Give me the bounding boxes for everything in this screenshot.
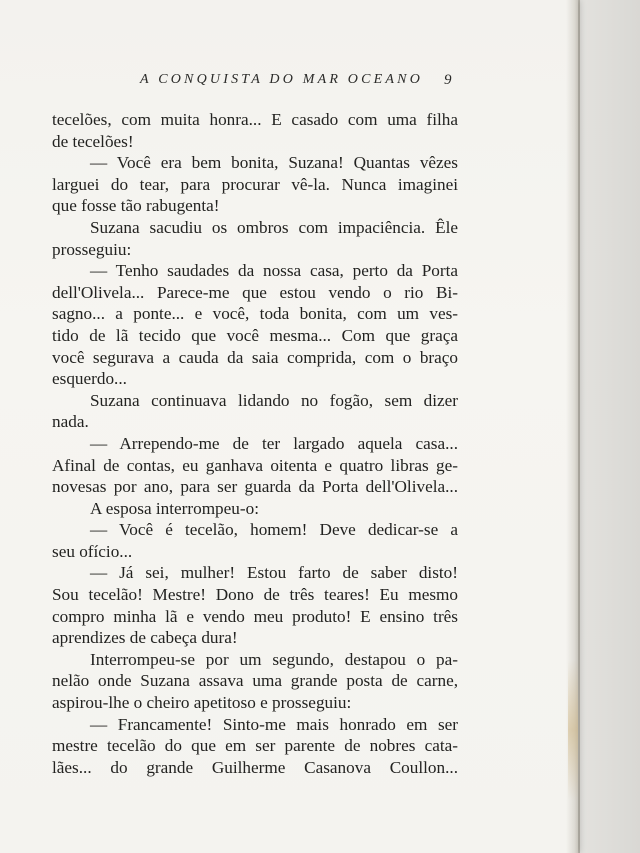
text-line: aprendizes de cabeça dura! — [52, 628, 238, 648]
text-line: esquerdo... — [52, 369, 127, 389]
text-line: — Arrependo-me de ter largado aquela casa... — [90, 433, 458, 453]
text-line: Suzana sacudiu os ombros com impaciência. Êle — [90, 217, 458, 237]
text-line: — Você é tecelão, homem! Deve dedicar-se a — [90, 520, 458, 540]
text-line: aspirou-lhe o cheiro apetitoso e prosseguiu: — [52, 693, 352, 713]
page-edge-stain — [568, 660, 578, 800]
text-line: tecelões, com muita honra... E casado com uma filha — [52, 110, 458, 129]
text-line: novesas por ano, para ser guarda da Porta dell'Olivela... — [52, 477, 458, 497]
text-line: tido de lã tecido que você mesma... Com que graça — [52, 325, 458, 345]
text-line: — Você era bem bonita, Suzana! Quantas vêzes — [90, 153, 458, 173]
text-line: — Já sei, mulher! Estou farto de saber disto! — [90, 563, 458, 583]
text-line: você segurava a cauda da saia comprida, com o braço — [52, 347, 458, 367]
text-line: Sou tecelão! Mestre! Dono de três teares! Eu mesmo — [52, 585, 458, 605]
text-line: seu ofício... — [52, 541, 133, 561]
text-line: prosseguiu: — [52, 239, 132, 259]
text-line: compro minha lã e vendo meu produto! E ensino três — [52, 606, 458, 626]
text-line: de tecelões! — [52, 131, 134, 151]
text-line: nelão onde Suzana assava uma grande posta de carne, — [52, 671, 458, 691]
text-line: larguei do tear, para procurar vê-la. Nunca imaginei — [52, 174, 458, 194]
text-line: mestre tecelão do que em ser parente de nobres cata- — [52, 736, 458, 756]
text-line: Interrompeu-se por um segundo, destapou o pa- — [90, 649, 458, 669]
text-line: dell'Olivela... Parece-me que estou vendo o rio Bi- — [52, 282, 458, 302]
text-line: Afinal de contas, eu ganhava oitenta e quatro libras ge- — [52, 455, 458, 475]
text-line: — Tenho saudades da nossa casa, perto da Porta — [90, 261, 458, 281]
page-number: 9 — [444, 72, 452, 88]
running-title: A CONQUISTA DO MAR OCEANO — [140, 72, 423, 87]
text-line: nada. — [52, 412, 89, 432]
text-line: Suzana continuava lidando no fogão, sem dizer — [90, 390, 458, 410]
body-text — [52, 109, 458, 778]
text-line: A esposa interrompeu-o: — [90, 498, 259, 518]
text-line: sagno... a ponte... e você, toda bonita, com um ves- — [52, 304, 458, 324]
text-line: que fosse tão rabugenta! — [52, 196, 220, 216]
text-line: lães... do grande Guilherme Casanova Coullon... — [52, 757, 458, 777]
text-line: — Francamente! Sinto-me mais honrado em ser — [90, 714, 458, 734]
